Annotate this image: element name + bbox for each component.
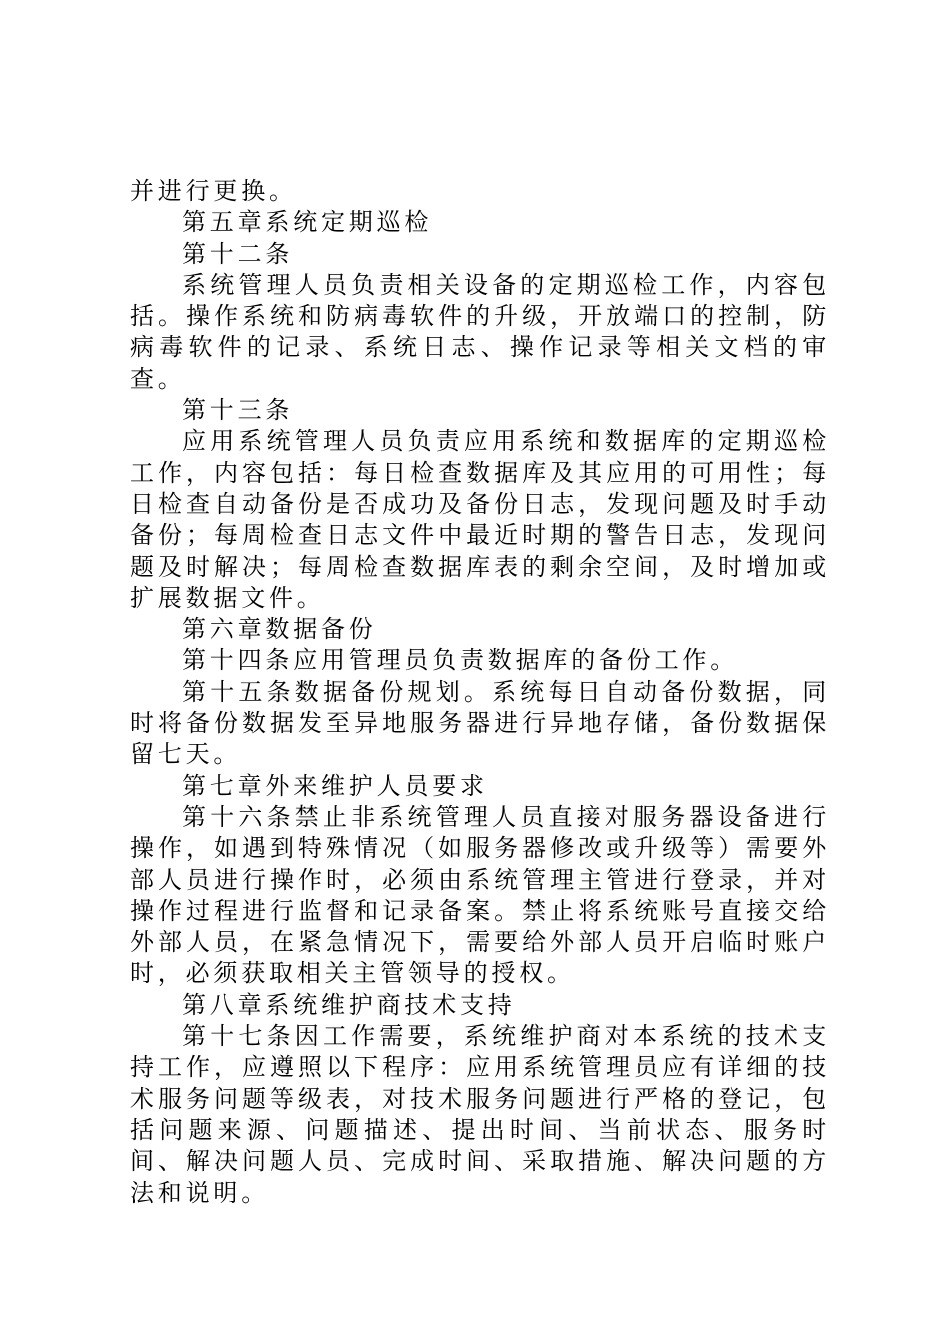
chapter-heading-6: 第六章数据备份 [182,615,377,644]
paragraph-continuation: 并进行更换。 [130,177,297,205]
article-heading-13: 第十三条 [182,396,294,425]
article-body-13: 应用系统管理人员负责应用系统和数据库的定期巡检工作，内容包括：每日检查数据库及其应用的可用性；每日检查自动备份是否成功及备份日志，发现问题及时手动备份；每周检查日志文件中最近时期的警告日志，发现问题及时解决；每周检查数据库表的剩余空间，及时增加或扩展数据文件。 [130,427,830,612]
article-body-12: 系统管理人员负责相关设备的定期巡检工作，内容包括。操作系统和防病毒软件的升级，开放端口的控制，防病毒软件的记录、系统日志、操作记录等相关文档的审查。 [130,270,830,393]
article-heading-12: 第十二条 [182,239,294,268]
chapter-heading-5: 第五章系统定期巡检 [182,208,433,237]
document-body [130,176,830,1209]
article-15: 第十五条数据备份规划。系统每日自动备份数据，同时将备份数据发至异地服务器进行异地存储，备份数据保留七天。 [130,677,830,769]
article-17: 第十七条因工作需要，系统维护商对本系统的技术支持工作，应遵照以下程序：应用系统管理员应有详细的技术服务问题等级表，对技术服务问题进行严格的登记，包括问题来源、问题描述、提出时间、当前状态、服务时间、解决问题人员、完成时间、采取措施、解决问题的方法和说明。 [130,1022,830,1207]
chapter-heading-7: 第七章外来维护人员要求 [182,771,488,800]
article-16: 第十六条禁止非系统管理人员直接对服务器设备进行操作，如遇到特殊情况（如服务器修改或升级等）需要外部人员进行操作时，必须由系统管理主管进行登录，并对操作过程进行监督和记录备案。禁止将系统账号直接交给外部人员，在紧急情况下，需要给外部人员开启临时账户时，必须获取相关主管领导的授权。 [130,802,830,988]
chapter-heading-8: 第八章系统维护商技术支持 [182,990,516,1019]
article-14: 第十四条应用管理员负责数据库的备份工作。 [182,646,738,675]
